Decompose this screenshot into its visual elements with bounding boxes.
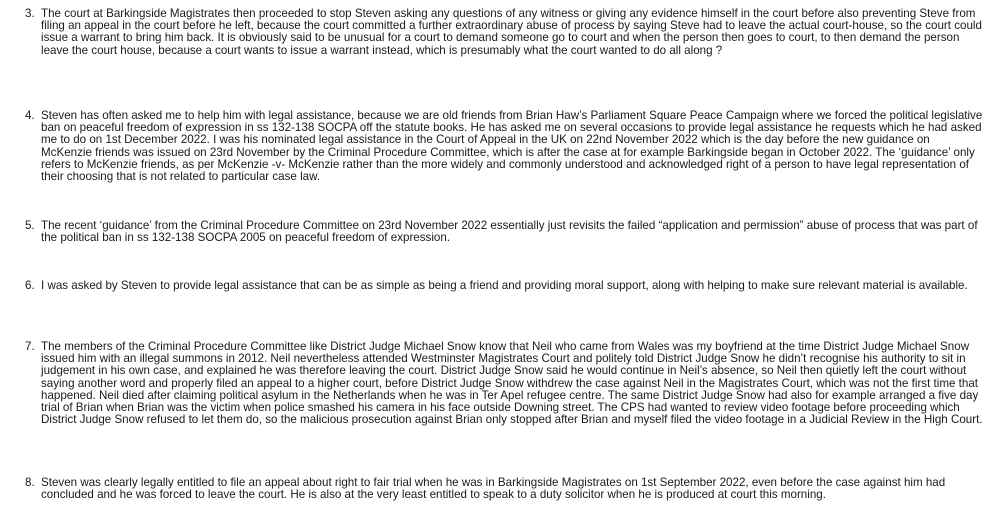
paragraph-number: 8.	[25, 476, 35, 489]
paragraph-number: 7.	[25, 340, 35, 353]
paragraph-number: 5.	[25, 219, 35, 232]
paragraph-3	[25, 8, 983, 57]
paragraph-text: The members of the Criminal Procedure Committee like District Judge Michael Snow know that Neil who came from Wales was my boyfriend at the time District Judge Michael Snow issued him with an illegal summons in 2012. Neil nevertheless attended Westminster Magistrates Court and politely told District Judge Snow he didn’t recognise his authority to sit in judgement in his own case, and explained he was therefore leaving the court. District Judge Snow said he would continue in Neil’s absence, so Neil then quietly left the court without saying another word and properly filed an appeal to a higher court, before District Judge Snow withdrew the case against Neil in the Magistrates Court, which was not the first time that happened. Neil died after claiming political asylum in the Netherlands when he was in Ter Apel refugee centre. The same District Judge Snow had also for example arranged a five day trial of Brian when Brian was the victim when police smashed his camera in his face outside Downing street. The CPS had wanted to review video footage before proceeding which District Judge Snow refused to let them do, so the malicious prosecution against Brian only stopped after Brian and myself filed the video footage in a Judicial Review in the High Court.	[41, 340, 983, 427]
paragraph-text: Steven has often asked me to help him with legal assistance, because we are old friends from Brian Haw’s Parliament Square Peace Campaign where we forced the political legislative ban on peaceful freedom of expression in ss 132-138 SOCPA off the statute books. He has asked me on several occasions to provide legal assistance he requests which he had asked me to do on 1st December 2022. I was his nominated legal assistance in the Court of Appeal in the UK on 22nd November 2022 which is the day before the new guidance on McKenzie friends was issued on 23rd November by the Criminal Procedure Committee, which is after the case at for example Barkingside began in October 2022. The ‘guidance’ only refers to McKenzie friends, as per McKenzie -v- McKenzie rather than the more widely and commonly understood and acknowledged right of a person to have legal representation of their choosing that is not related to particular case law.	[41, 109, 983, 184]
paragraph-text: The recent ‘guidance’ from the Criminal Procedure Committee on 23rd November 2022 essentially just revisits the failed “application and permission” abuse of process that was part of the political ban in ss 132-138 SOCPA 2005 on peaceful freedom of expression.	[41, 219, 978, 245]
paragraph-text: Steven was clearly legally entitled to file an appeal about right to fair trial when he was in Barkingside Magistrates on 1st September 2022, even before the case against him had concluded and he was forced to leave the court. He is also at the very least entitled to speak to a duty solicitor when he is produced at court this morning.	[41, 476, 946, 502]
paragraph-text: The court at Barkingside Magistrates then proceeded to stop Steven asking any questions of any witness or giving any evidence himself in the court before also preventing Steve from filing an appeal in the court before he left, because the court committed a further extraordinary abuse of process by saying Steve had to leave the actual court-house, so the court could issue a warrant to bring him back. It is obviously said to be unusual for a court to demand someone go to court and when the person then goes to court, to then demand the person leave the court house, because a court wants to issue a warrant instead, which is presumably what the court wanted to do all along ?	[41, 7, 982, 57]
paragraph-8	[25, 477, 983, 501]
paragraph-6	[25, 280, 983, 292]
paragraph-7	[25, 341, 983, 426]
paragraph-number: 3.	[25, 7, 35, 20]
paragraph-4	[25, 110, 983, 183]
paragraph-number: 4.	[25, 109, 35, 122]
paragraph-number: 6.	[25, 279, 35, 292]
paragraph-text: I was asked by Steven to provide legal assistance that can be as simple as being a friend and providing moral support, along with helping to make sure relevant material is available.	[41, 279, 968, 292]
paragraph-5	[25, 220, 983, 244]
